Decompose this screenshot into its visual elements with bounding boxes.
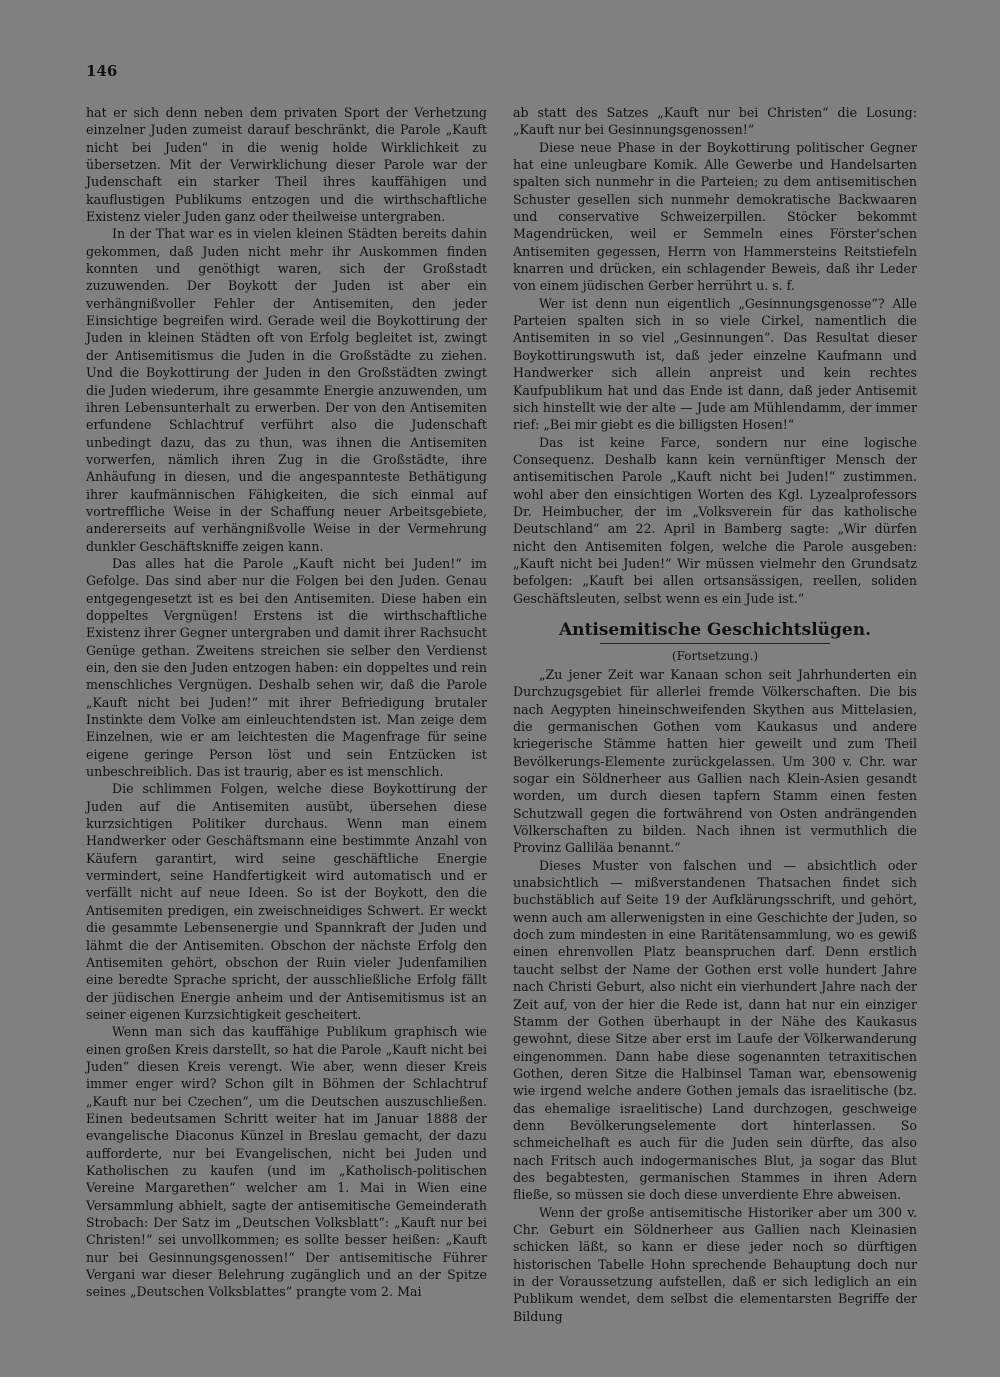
paragraph: Diese neue Phase in der Boykottirung politischer Gegner hat eine unleugbare Komik. Alle Gewerbe und Handelsarten spalten sich nunmehr in die Parteien; zu dem antisemitischen Schuster gesellen sich nunmehr demokratische Backwaaren und conservative Schweizerpillen. Stöcker bekommt Magendrücken, weil er Semmeln eines Förster'schen Antisemiten gegessen, Herrn von Hammersteins Reitstiefeln knarren und drücken, ein schlagender Beweis, daß ihr Leder von einem jüdischen Gerber herrührt u. s. f. <box>513 139 917 294</box>
paragraph: In der That war es in vielen kleinen Städten bereits dahin gekommen, daß Juden nicht mehr ihr Auskommen finden konnten und genöthigt waren, sich der Großstadt zuzuwenden. Der Boykott der Juden ist aber ein verhängnißvoller Fehler der Antisemiten, den jeder Einsichtige begreifen wird. Gerade weil die Boykottirung der Juden in kleinen Städten oft von Erfolg begleitet ist, zwingt der Antisemitismus die Juden in die Großstädte zu ziehen. Und die Boykottirung der Juden in den Großstädten zwingt die Juden wiederum, ihre gesammte Energie anzuwenden, um ihren Lebensunterhalt zu erwerben. Der von den Antisemiten erfundene Schlachtruf verführt also die Judenschaft unbedingt dazu, das zu thun, was ihnen die Antisemiten vorwerfen, nämlich ihren Zug in die Großstädte, ihre Anhäufung in diesen, und die angespannteste Bethätigung ihrer kaufmännischen Fähigkeiten, die sich einmal auf vortreffliche Weise in der Schaffung neuer Arbeitsgebiete, andererseits auf verhängnißvolle Weise in der Vermehrung dunkler Geschäftskniffe zeigen kann. <box>86 226 487 554</box>
section-subtitle: (Fortsetzung.) <box>671 648 759 663</box>
paragraph: Wenn der große antisemitische Historiker aber um 300 v. Chr. Geburt ein Söldnerheer aus Gallien nach Kleinasien schicken läßt, so kann er diese jeder noch so dürftigen historischen Tabelle Hohn sprechende Behauptung doch nur in der Voraussetzung aufstellen, daß er sich lediglich an ein Publikum wendet, dem selbst die elementarsten Begriffe der Bildung <box>513 1204 917 1324</box>
right-column <box>513 104 917 1325</box>
paragraph: Das alles hat die Parole „Kauft nicht bei Juden!“ im Gefolge. Das sind aber nur die Folgen bei den Juden. Genau entgegengesetzt ist es bei den Antisemiten. Diese haben ein doppeltes Vergnügen! Erstens ist die wirthschaftliche Existenz ihrer Gegner untergraben und damit ihrer Rachsucht Genüge gethan. Zweitens streichen sie selber den Verdienst ein, den sie den Juden entzogen haben: ein doppeltes und rein menschliches Vergnügen. Deshalb sehen wir, daß die Parole „Kauft nicht bei Juden!“ mit ihrer Befriedigung brutaler Instinkte dem Volke am einleuchtendsten ist. Man zeige dem Einzelnen, wie er am leichtesten die Magenfrage für seine eigene geringe Person löst und sein Entzücken ist unbeschreiblich. Das ist traurig, aber es ist menschlich. <box>86 555 487 780</box>
right-column-upper-text <box>513 104 917 607</box>
paragraph: hat er sich denn neben dem privaten Sport der Verhetzung einzelner Juden zumeist darauf beschränkt, die Parole „Kauft nicht bei Juden“ in die wenig holde Wirklichkeit zu übersetzen. Mit der Verwirklichung dieser Parole war der Judenschaft ein starker Theil ihres kauffähigen und kauflustigen Publikums entzogen und die wirthschaftliche Existenz vieler Juden ganz oder theilweise untergraben. <box>86 105 487 225</box>
left-column <box>86 104 487 1301</box>
paragraph: „Zu jener Zeit war Kanaan schon seit Jahrhunderten ein Durchzugsgebiet für allerlei fremde Völkerschaften. Die bis nach Aegypten hineinschweifenden Skythen aus Mittelasien, die germanischen Gothen vom Kaukasus und andere kriegerische Stämme hatten hier geweilt und zum Theil Bevölkerungs-Elemente zurückgelassen. Um 300 v. Chr. war sogar ein Söldnerheer aus Gallien nach Klein-Asien gesandt worden, um durch diesen tapfern Stamm einen festen Schutzwall gegen die fortwährend von Osten andrängenden Völkerschaften zu bilden. Nach ihnen ist vermuthlich die Provinz Galliläa benannt.“ <box>513 666 917 856</box>
title-rule <box>600 643 830 644</box>
paragraph: Das ist keine Farce, sondern nur eine logische Consequenz. Deshalb kann kein vernünftiger Mensch der antisemitischen Parole „Kauft nicht bei Juden!“ zustimmen. wohl aber den einsichtigen Worten des Kgl. Lyzealprofessors Dr. Heimbucher, der im „Volksverein für das katholische Deutschland“ am 22. April in Bamberg sagte: „Wir dürfen nicht den Antisemiten folgen, welche die Parole ausgeben: „Kauft nicht bei Juden!“ Wir müssen vielmehr den Grundsatz befolgen: „Kauft bei allen ortsansässigen, reellen, soliden Geschäftsleuten, selbst wenn es ein Jude ist.“ <box>513 434 917 606</box>
right-column-lower-text <box>513 666 917 1325</box>
paragraph: Wer ist denn nun eigentlich „Gesinnungsgenosse“? Alle Parteien spalten sich in so viele Cirkel, namentlich die Antisemiten in so viel „Gesinnungen“. Das Resultat dieser Boykottirungswuth ist, daß jeder einzelne Kaufmann und Handwerker sich allein anpreist und kein rechtes Kaufpublikum hat und das Ende ist dann, daß jeder Antisemit sich hinstellt wie der alte — Jude am Mühlendamm, der immer rief: „Bei mir giebt es die billigsten Hosen!“ <box>513 295 917 433</box>
paragraph: Wenn man sich das kauffähige Publikum graphisch wie einen großen Kreis darstellt, so hat die Parole „Kauft nicht bei Juden“ diesen Kreis verengt. Wie aber, wenn dieser Kreis immer enger wird? Schon gilt in Böhmen der Schlachtruf „Kauft nur bei Czechen“, um die Deutschen auszuschließen. Einen bedeutsamen Schritt weiter hat im Januar 1888 der evangelische Diaconus Künzel in Breslau gemacht, der dazu aufforderte, nur bei Evangelischen, nicht bei Juden und Katholischen zu kaufen (und im „Katholisch-politischen Vereine Margarethen“ welcher am 1. Mai in Wien eine Versammlung abhielt, sagte der antisemitische Gemeinderath Strobach: Der Satz im „Deutschen Volksblatt“: „Kauft nur bei Christen!“ sei unvollkommen; es sollte besser heißen: „Kauft nur bei Gesinnungsgenossen!“ Der antisemitische Führer Vergani war dieser Belehrung zugänglich und an der Spitze seines „Deutschen Volksblattes“ prangte vom 2. Mai <box>86 1024 487 1300</box>
paragraph: ab statt des Satzes „Kauft nur bei Christen“ die Losung: „Kauft nur bei Gesinnungsgenossen!“ <box>513 105 917 138</box>
page-number: 146 <box>86 62 118 80</box>
section-title: Antisemitische Geschichtslügen. <box>558 619 872 640</box>
paragraph: Die schlimmen Folgen, welche diese Boykottirung der Juden auf die Antisemiten ausübt, übersehen diese kurzsichtigen Politiker durchaus. Wenn man einem Handwerker oder Geschäftsmann eine bestimmte Anzahl von Käufern garantirt, wird seine geschäftliche Energie vermindert, seine Handfertigkeit wird automatisch und er verfällt nicht auf neue Ideen. So ist der Boykott, den die Antisemiten predigen, ein zweischneidiges Schwert. Er weckt die gesammte Lebensenergie und Spannkraft der Juden und lähmt die der Antisemiten. Obschon der nächste Erfolg den Antisemiten gehört, obschon der Ruin vieler Judenfamilien eine beredte Sprache spricht, der ausschließliche Erfolg fällt der jüdischen Energie anheim und der Antisemitismus ist an seiner eigenen Kurzsichtigkeit gescheitert. <box>86 781 487 1022</box>
paragraph: Dieses Muster von falschen und — absichtlich oder unabsichtlich — mißverstandenen Thatsachen findet sich buchstäblich auf Seite 19 der Aufklärungsschrift, und gehört, wenn auch am allerwenigsten in eine Geschichte der Juden, so doch zum mindesten in eine Raritätensammlung, wo es gewiß einen ehrenvollen Platz beanspruchen darf. Denn erstlich taucht selbst der Name der Gothen erst volle hundert Jahre nach Christi Geburt, also nicht ein vierhundert Jahre nach der Zeit auf, von der hier die Rede ist, dann hat nur ein einziger Stamm der Gothen überhaupt in der Nähe des Kaukasus gewohnt, diese Sitze aber erst im Laufe der Völkerwanderung eingenommen. Dann habe diese sogenannten tetraxitischen Gothen, deren Sitze die Halbinsel Taman war, ebensowenig wie irgend welche andere Gothen jemals das israelitische (bz. das ehemalige israelitische) Land durchzogen, geschweige denn Bevölkerungselemente dort hinterlassen. So schmeichelhaft es auch für die Juden sein dürfte, das also nach Fritsch auch indogermanisches Blut, ja sogar das Blut des begabtesten, germanischen Stammes in ihren Adern fließe, so müssen sie doch diese unverdiente Ehre abweisen. <box>513 857 917 1203</box>
